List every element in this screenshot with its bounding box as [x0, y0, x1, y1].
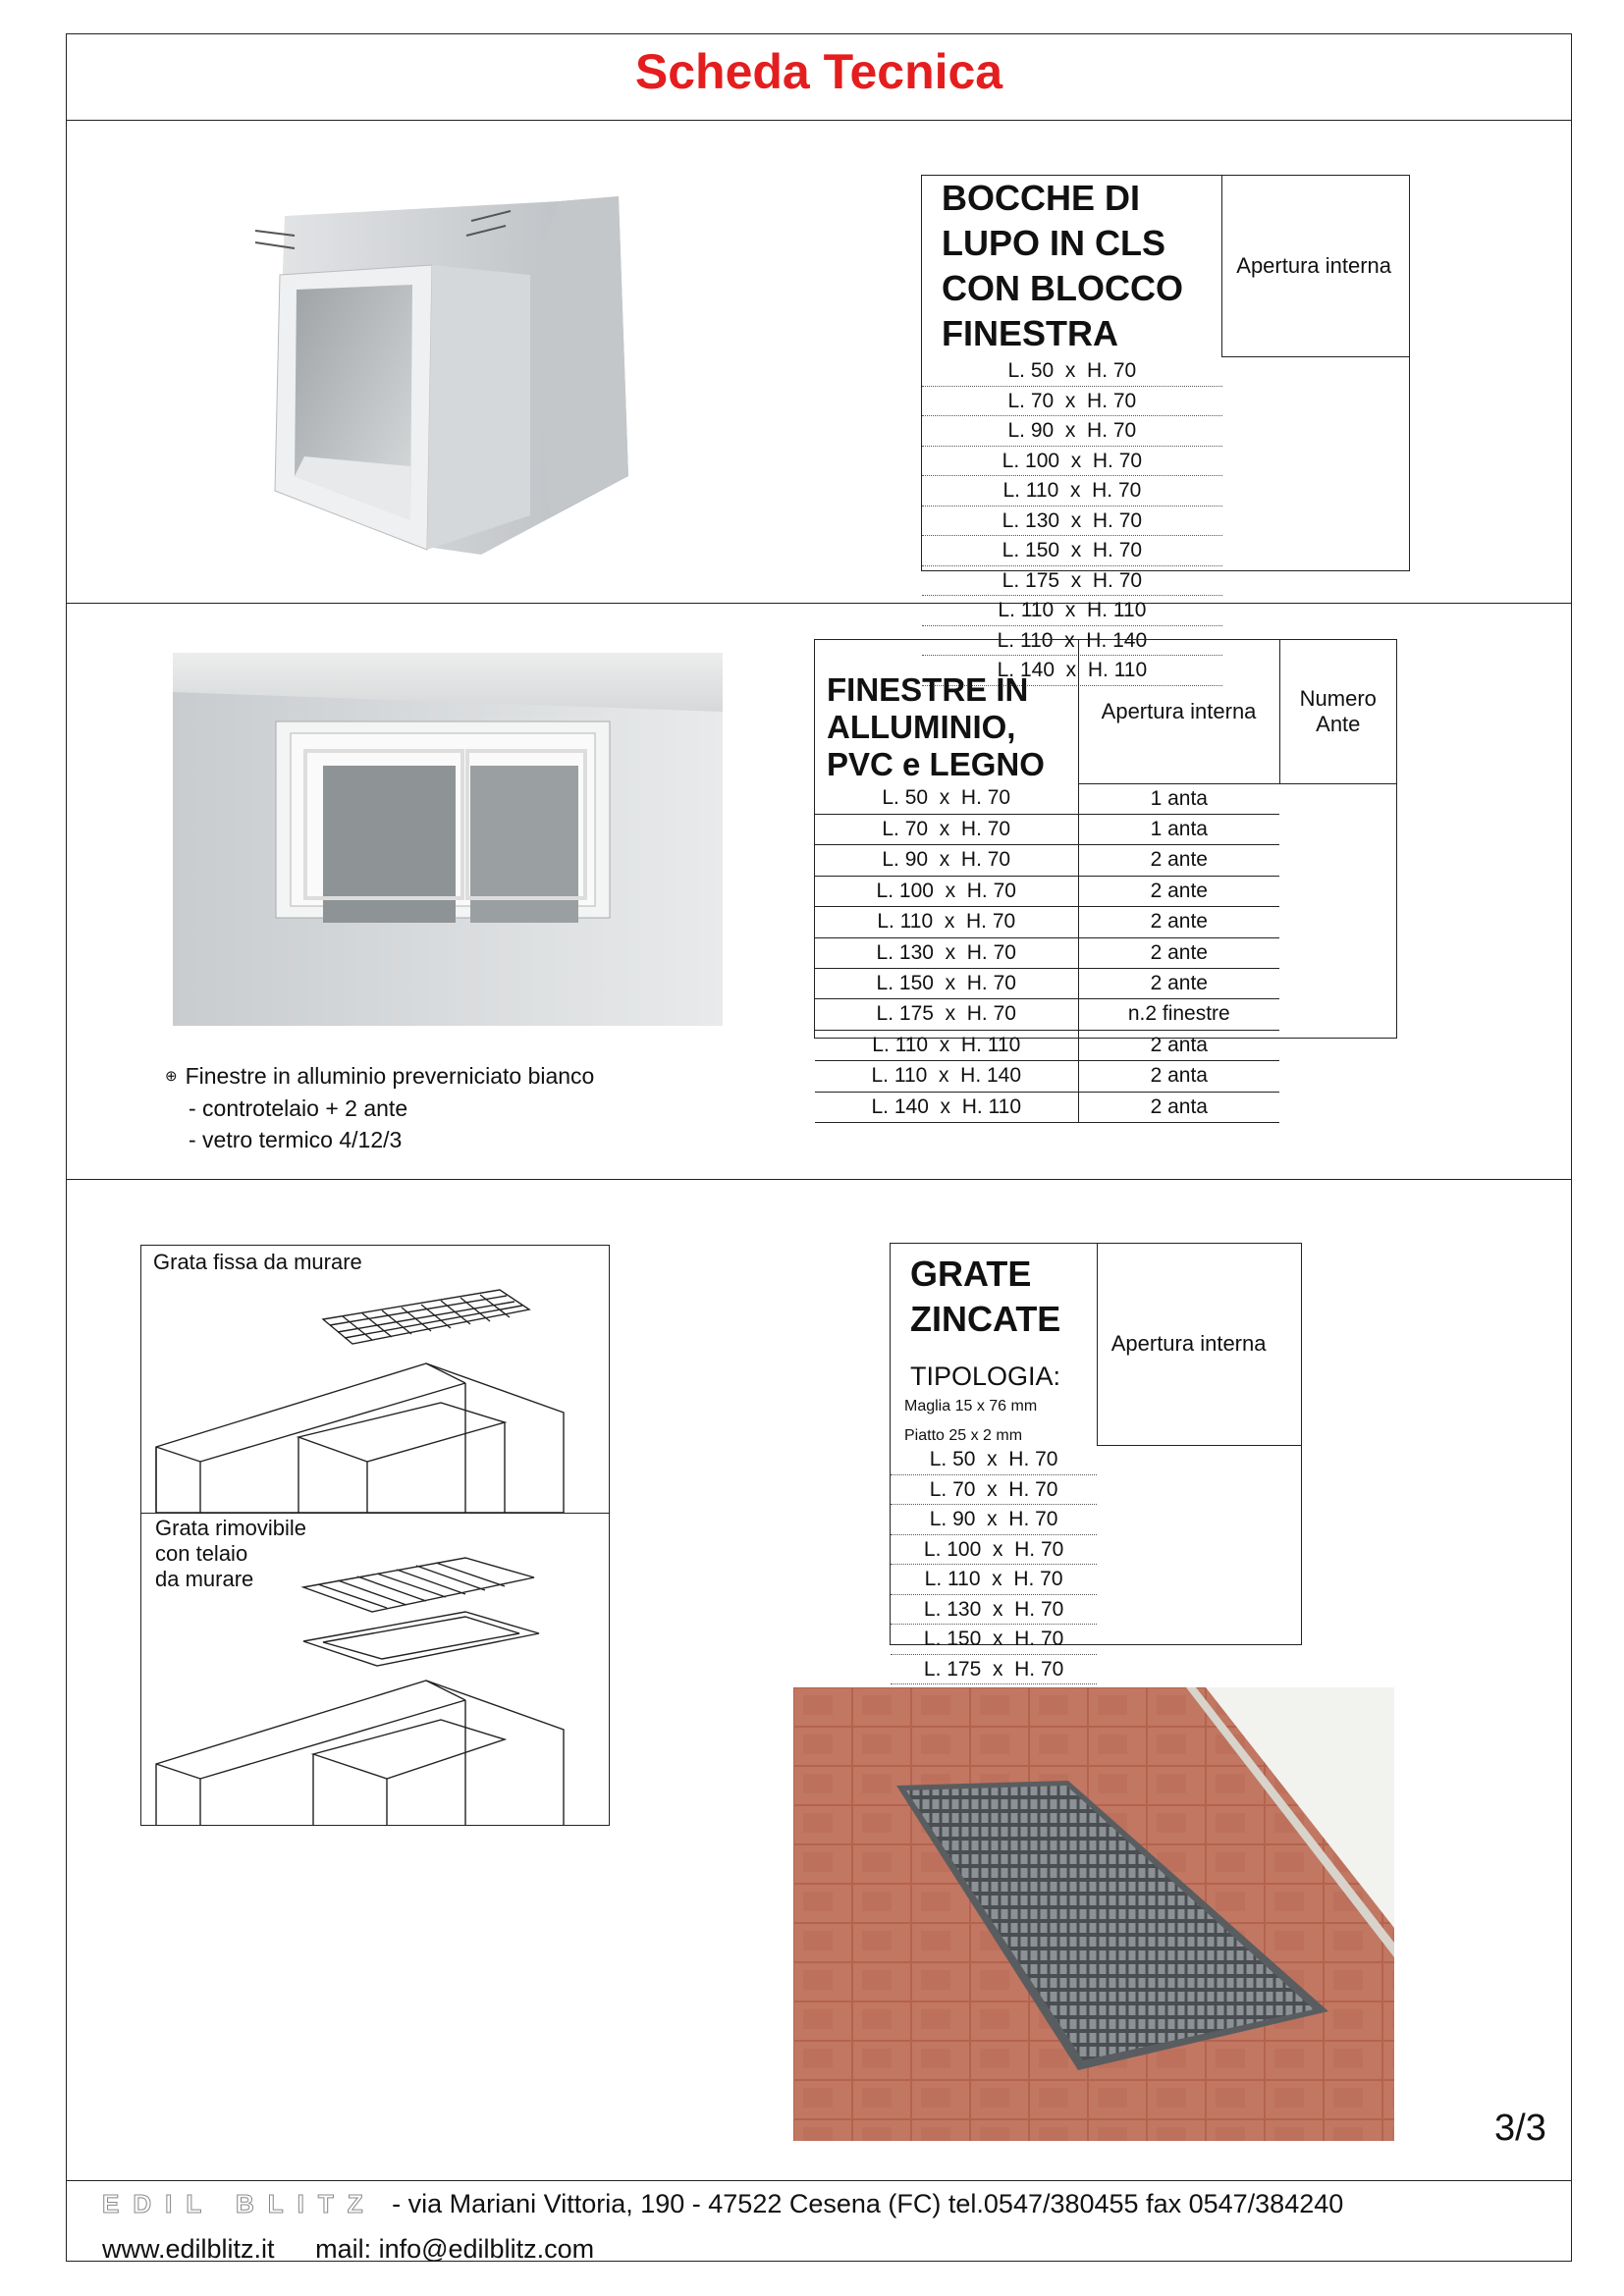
label-line: da murare: [155, 1567, 254, 1591]
finestre-ante-8: 2 anta: [1078, 1030, 1279, 1060]
finestre-ante-3: 2 ante: [1078, 876, 1279, 906]
bocche-size-5: L. 130 x H. 70: [922, 506, 1222, 536]
finestre-size-7: L. 175 x H. 70: [815, 999, 1078, 1030]
concrete-window-well-photo: [236, 182, 628, 555]
label-line: Grata rimovibile: [155, 1516, 307, 1540]
grate-heading-line: GRATE: [910, 1254, 1032, 1294]
page-number: 3/3: [1494, 2108, 1546, 2149]
table-row: [891, 1534, 1301, 1565]
grate-spec-box: [890, 1243, 1302, 1681]
finestre-size-4: L. 110 x H. 70: [815, 907, 1078, 937]
table-row: [815, 1092, 1396, 1122]
grate-heading-cell: [891, 1244, 1097, 1445]
bocche-heading-cell: [922, 176, 1222, 356]
table-row: [815, 845, 1396, 876]
footer-address-line: [102, 2189, 1343, 2219]
table-row: [815, 937, 1396, 968]
grating-photo: [793, 1687, 1394, 2141]
table-row: [891, 1445, 1301, 1474]
table-row: [922, 476, 1409, 507]
finestre-features: [165, 1060, 594, 1155]
table-row: [815, 814, 1396, 844]
bocche-size-9: L. 110 x H. 140: [922, 625, 1222, 656]
finestre-size-10: L. 140 x H. 110: [815, 1092, 1078, 1122]
finestre-ante-7: n.2 finestre: [1078, 999, 1279, 1030]
bocche-heading: BOCCHE DI LUPO IN CLS CON BLOCCO FINESTRA: [942, 178, 1183, 353]
finestre-ante-5: 2 ante: [1078, 937, 1279, 968]
grate-size-7: L. 175 x H. 70: [891, 1654, 1097, 1684]
grate-size-3: L. 100 x H. 70: [891, 1534, 1097, 1565]
grate-size-4: L. 110 x H. 70: [891, 1565, 1097, 1595]
finestre-heading-line: FINESTRE IN: [827, 671, 1029, 708]
table-row: [922, 356, 1409, 386]
finestre-size-9: L. 110 x H. 140: [815, 1061, 1078, 1092]
finestre-size-0: L. 50 x H. 70: [815, 783, 1078, 814]
footer-website[interactable]: www.edilblitz.it: [102, 2234, 275, 2264]
bocche-spec-box: [921, 175, 1410, 681]
grata-fissa-label: Grata fissa da murare: [153, 1250, 362, 1274]
col-header-apertura: Apertura interna: [1078, 640, 1279, 783]
bocche-size-8: L. 110 x H. 110: [922, 596, 1222, 626]
finestre-size-8: L. 110 x H. 110: [815, 1030, 1078, 1060]
grate-heading: [910, 1252, 1097, 1342]
grate-size-5: L. 130 x H. 70: [891, 1594, 1097, 1625]
table-row: [815, 968, 1396, 998]
table-row: [891, 1654, 1301, 1684]
bocche-size-0: L. 50 x H. 70: [922, 356, 1222, 386]
feature-sub: - vetro termico 4/12/3: [189, 1127, 403, 1152]
grata-rimovibile-drawing: [141, 1514, 609, 1826]
finestre-size-6: L. 150 x H. 70: [815, 968, 1078, 998]
table-row: [815, 1030, 1396, 1060]
maglia-spec: Maglia 15 x 76 mm: [904, 1398, 1038, 1415]
grate-size-6: L. 150 x H. 70: [891, 1625, 1097, 1655]
table-row: [815, 783, 1396, 814]
table-row: [815, 907, 1396, 937]
grata-rimovibile-panel: [141, 1514, 609, 1826]
table-row: [922, 446, 1409, 476]
bocche-size-4: L. 110 x H. 70: [922, 476, 1222, 507]
finestre-size-2: L. 90 x H. 70: [815, 845, 1078, 876]
table-row: [922, 565, 1409, 596]
divider: [66, 1179, 1572, 1180]
window-photo: [173, 653, 723, 1026]
bullet-icon: ⊕: [165, 1068, 178, 1085]
finestre-size-1: L. 70 x H. 70: [815, 814, 1078, 844]
bocche-size-6: L. 150 x H. 70: [922, 536, 1222, 566]
grata-fissa-drawing: [141, 1246, 609, 1513]
grata-diagram-box: [140, 1245, 610, 1826]
grate-size-1: L. 70 x H. 70: [891, 1474, 1097, 1505]
finestre-heading-cell: [815, 640, 1078, 783]
table-row: [815, 1061, 1396, 1092]
grata-fissa-panel: [141, 1246, 609, 1514]
bocche-size-2: L. 90 x H. 70: [922, 416, 1222, 447]
bocche-size-3: L. 100 x H. 70: [922, 446, 1222, 476]
table-row: [891, 1565, 1301, 1595]
company-logo: EDIL BLITZ: [102, 2189, 377, 2218]
finestre-ante-9: 2 anta: [1078, 1061, 1279, 1092]
col-header-ante: Numero Ante: [1279, 640, 1396, 783]
finestre-size-5: L. 130 x H. 70: [815, 937, 1078, 968]
bocche-size-1: L. 70 x H. 70: [922, 386, 1222, 416]
finestre-heading-line: PVC e LEGNO: [827, 746, 1045, 782]
table-row: [922, 416, 1409, 447]
table-row: [922, 506, 1409, 536]
feature-main: Finestre in alluminio preverniciato bianco: [185, 1063, 595, 1089]
col-header-apertura: Apertura interna: [1222, 176, 1409, 356]
table-row: [815, 876, 1396, 906]
grate-heading-line: ZINCATE: [910, 1299, 1061, 1339]
table-row: [815, 999, 1396, 1030]
footer-mail[interactable]: mail: info@edilblitz.com: [315, 2234, 595, 2264]
divider: [66, 2180, 1572, 2181]
feature-sub: - controtelaio + 2 ante: [189, 1095, 408, 1121]
divider: [66, 120, 1572, 121]
page-title: Scheda Tecnica: [634, 44, 1003, 99]
finestre-ante-0: 1 anta: [1078, 783, 1279, 814]
bocche-size-10: L. 140 x H. 110: [922, 656, 1222, 686]
finestre-heading: [827, 671, 1078, 783]
table-row: [891, 1505, 1301, 1535]
finestre-spec-box: [814, 639, 1397, 1118]
piatto-spec: Piatto 25 x 2 mm: [904, 1427, 1023, 1444]
footer-address: - via Mariani Vittoria, 190 - 47522 Cesena (FC) tel.0547/380455 fax 0547/384240: [392, 2189, 1344, 2218]
table-row: [891, 1625, 1301, 1655]
finestre-ante-10: 2 anta: [1078, 1092, 1279, 1122]
finestre-ante-2: 2 ante: [1078, 845, 1279, 876]
table-row: [891, 1594, 1301, 1625]
table-row: [922, 386, 1409, 416]
grate-size-0: L. 50 x H. 70: [891, 1445, 1097, 1474]
finestre-ante-6: 2 ante: [1078, 968, 1279, 998]
tipologia-label: TIPOLOGIA:: [910, 1362, 1061, 1391]
grate-size-2: L. 90 x H. 70: [891, 1505, 1097, 1535]
finestre-ante-4: 2 ante: [1078, 907, 1279, 937]
finestre-ante-1: 1 anta: [1078, 814, 1279, 844]
bocche-size-7: L. 175 x H. 70: [922, 565, 1222, 596]
table-row: [891, 1474, 1301, 1505]
col-header-apertura: Apertura interna: [1097, 1244, 1301, 1445]
table-row: [922, 536, 1409, 566]
footer-contact-line: [102, 2234, 594, 2265]
label-line: con telaio: [155, 1541, 248, 1566]
finestre-size-3: L. 100 x H. 70: [815, 876, 1078, 906]
table-row: [922, 596, 1409, 626]
finestre-heading-line: ALLUMINIO,: [827, 709, 1016, 745]
